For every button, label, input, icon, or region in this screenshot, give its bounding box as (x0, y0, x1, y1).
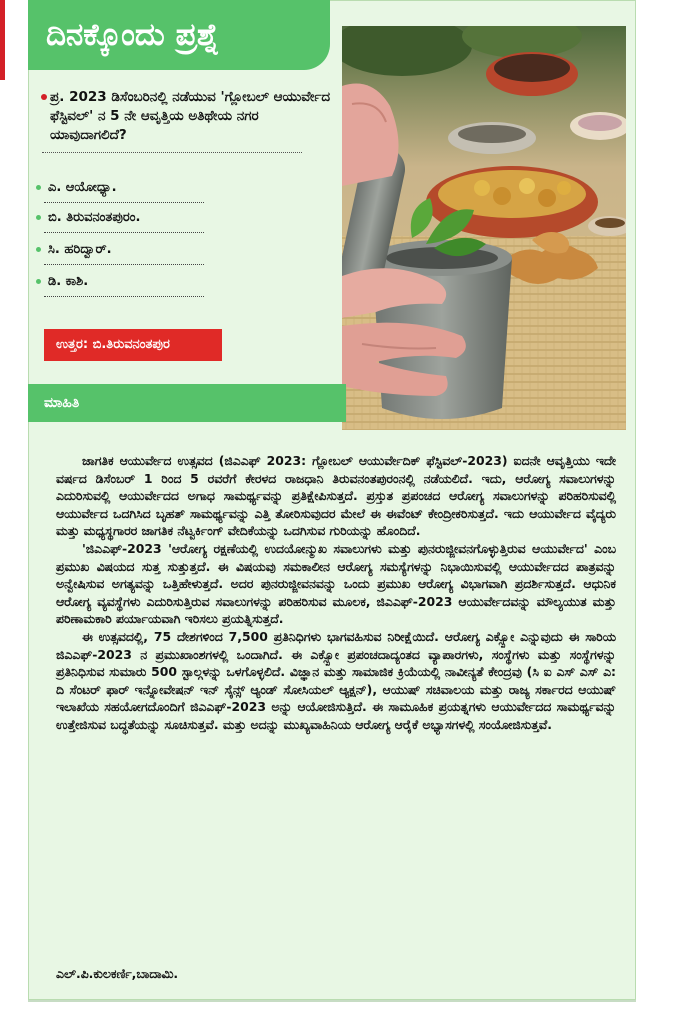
bullet-icon (36, 279, 41, 284)
article-paragraph: ಈ ಉತ್ಸವದಲ್ಲಿ, 75 ದೇಶಗಳಿಂದ 7,500 ಪ್ರತಿನಿಧಿಗಳು ಭಾಗವಹಿಸುವ ನಿರೀಕ್ಷೆಯಿದೆ. ಆರೋಗ್ಯ ಎಕ್ಸ್ಪೋ ಎನ್ನುವುದು ಈ ಸಾರಿಯ ಜಿಎಎಫ್-2023 ನ ಪ್ರಮುಖಾಂಶಗಳಲ್ಲಿ ಒಂದಾಗಿದೆ. ಈ ಎಕ್ಸ್ಪೋ ಪ್ರಪಂಚದಾದ್ಯಂತದ ವ್ಯಾಪಾರಗಳು, ಸಂಸ್ಥೆಗಳು ಮತ್ತು ಸಂಸ್ಥೆಗಳನ್ನು ಪ್ರತಿನಿಧಿಸುವ ಸುಮಾರು 500 ಸ್ಟಾಲ್ಗಳನ್ನು ಒಳಗೊಳ್ಳಲಿದೆ. ವಿಜ್ಞಾನ ಮತ್ತು ಸಾಮಾಜಿಕ ಕ್ರಿಯೆಯಲ್ಲಿ ನಾವೀನ್ಯತೆ ಕೇಂದ್ರವು (ಸಿ ಐ ಎಸ್ ಎಸ್ ಎ: ದಿ ಸೆಂಟರ್ ಫಾರ್ ಇನ್ನೋವೇಷನ್ ಇನ್ ಸೈನ್ಸ್ ಆ್ಯಂಡ್ ಸೋಸಿಯಲ್ ಆ್ಯಕ್ಷನ್), ಆಯುಷ್ ಸಚಿವಾಲಯ ಮತ್ತು ರಾಜ್ಯ ಸರ್ಕಾರದ ಆಯುಷ್ ಇಲಾಖೆಯ ಸಹಯೋಗದೊಂದಿಗೆ ಜಿಎಎಫ್-2023 ಅನ್ನು ಆಯೋಜಿಸುತ್ತಿದೆ. ಈ ಸಾಮೂಹಿಕ ಪ್ರಯತ್ನಗಳು ಆಯುರ್ವೇದದ ಸಾಮರ್ಥ್ಯವನ್ನು ಉತ್ತೇಜಿಸುವ ಬದ್ಧತೆಯನ್ನು ಸೂಚಿಸುತ್ತವೆ. ಮತ್ತು ಅದನ್ನು ಮುಖ್ಯವಾಹಿನಿಯ ಆರೋಗ್ಯ ಆರೈಕೆ ಅಭ್ಯಾಸಗಳಲ್ಲಿ ಸಂಯೋಜಿಸುತ್ತವೆ. (56, 628, 616, 732)
option-label: ಡಿ. ಕಾಶಿ. (48, 274, 89, 289)
question-bullet-icon (41, 94, 47, 100)
ayurveda-photo (342, 26, 626, 430)
quiz-question (50, 88, 338, 145)
question-divider (42, 152, 302, 153)
author-byline: ಎಲ್.ಪಿ.ಕುಲಕರ್ಣಿ,ಬಾದಾಮಿ. (56, 966, 179, 981)
section-label: ಮಾಹಿತಿ (44, 395, 80, 411)
article-paragraph: ಜಾಗತಿಕ ಆಯುರ್ವೇದ ಉತ್ಸವದ (ಜಿಎಎಫ್ 2023: ಗ್ಲೋಬಲ್ ಆಯುರ್ವೇದಿಕ್ ಫೆಸ್ಟಿವಲ್-2023) ಐದನೇ ಆವೃತ್ತಿಯು ಇದೇ ವರ್ಷದ ಡಿಸೆಂಬರ್ 1 ರಿಂದ 5 ರವರೆಗೆ ಕೇರಳದ ರಾಜಧಾನಿ ತಿರುವನಂತಪುರಂನಲ್ಲಿ ನಡೆಯಲಿದೆ. ಇದು, ಆರೋಗ್ಯ ಸವಾಲುಗಳನ್ನು ಎದುರಿಸುವಲ್ಲಿ ಆಯುರ್ವೇದದ ಅಗಾಧ ಸಾಮರ್ಥ್ಯವನ್ನು ಪ್ರತಿಕ್ಷೇಪಿಸುತ್ತದೆ. ಪ್ರಸ್ತುತ ಪ್ರಪಂಚದ ಆರೋಗ್ಯ ಸವಾಲುಗಳನ್ನು ಪರಿಹರಿಸುವಲ್ಲಿ ಆಯುರ್ವೇದ ಒದಗಿಸಿದ ಬೃಹತ್ ಸಾಮರ್ಥ್ಯವನ್ನು ಎತ್ತಿ ತೋರಿಸುವುದರ ಮೇಲೆ ಈ ಈವೆಂಟ್ ಕೇಂದ್ರೀಕರಿಸುತ್ತದೆ. ಇದು ಆಯುರ್ವೇದ ವೈದ್ಯರು ಮತ್ತು ಮಧ್ಯಸ್ಥಗಾರರ ಜಾಗತಿಕ ನೆಟ್ವರ್ಕಿಂಗ್ ವೇದಿಕೆಯನ್ನು ಒದಗಿಸುವ ಗುರಿಯನ್ನು ಹೊಂದಿದೆ. (56, 453, 616, 539)
article-body (56, 452, 616, 734)
answer-box: ಉತ್ತರ: ಬಿ.ತಿರುವನಂತಪುರ (44, 329, 222, 361)
option-divider (44, 296, 204, 297)
option-label: ಸಿ. ಹರಿದ್ವಾರ್. (48, 242, 112, 257)
edge-accent-bar (0, 0, 5, 80)
question-text: ಪ್ರ. 2023 ಡಿಸೆಂಬರಿನಲ್ಲಿ ನಡೆಯುವ 'ಗ್ಲೋಬಲ್ ಆಯುರ್ವೇದ ಫೆಸ್ಟಿವಲ್' ನ 5 ನೇ ಆವೃತ್ತಿಯ ಅತಿಥೇಯ ನಗರ ಯಾವುದಾಗಲಿದೆ? (50, 89, 331, 143)
option-d (48, 272, 208, 292)
section-header (28, 384, 346, 422)
page-title: ದಿನಕ್ಕೊಂದು ಪ್ರಶ್ನೆ (28, 0, 330, 70)
option-divider (44, 202, 204, 203)
bullet-icon (36, 185, 41, 190)
page-bottom-edge (28, 1000, 636, 1014)
bullet-icon (36, 247, 41, 252)
option-divider (44, 232, 204, 233)
bullet-icon (36, 215, 41, 220)
option-label: ಎ. ಆಯೋಧ್ಯಾ. (48, 180, 117, 195)
option-label: ಬಿ. ತಿರುವನಂತಪುರಂ. (48, 210, 141, 225)
option-b (48, 208, 208, 228)
option-divider (44, 264, 204, 265)
option-c (48, 240, 208, 260)
article-paragraph: 'ಜಿಎಎಫ್-2023 'ಆರೋಗ್ಯ ರಕ್ಷಣೆಯಲ್ಲಿ ಉದಯೋನ್ಮುಖ ಸವಾಲುಗಳು ಮತ್ತು ಪುನರುಜ್ಜೀವನಗೊಳ್ಳುತ್ತಿರುವ ಆಯುರ್ವೇದ' ಎಂಬ ಪ್ರಮುಖ ವಿಷಯದ ಸುತ್ತ ಸುತ್ತುತ್ತದೆ. ಈ ವಿಷಯವು ಸಮಕಾಲೀನ ಆರೋಗ್ಯ ಸಮಸ್ಯೆಗಳನ್ನು ನಿಭಾಯಿಸುವಲ್ಲಿ ಆಯುರ್ವೇದದ ಪಾತ್ರವನ್ನು ಅನ್ವೇಷಿಸುವ ಅಗತ್ಯವನ್ನು ಒತ್ತಿಹೇಳುತ್ತದೆ. ಅದರ ಪುನರುಜ್ಜೀವನವನ್ನು ಒಂದು ಪ್ರಮುಖ ಆರೋಗ್ಯ ವಿಭಾಗವಾಗಿ ಪ್ರದರ್ಶಿಸುತ್ತದೆ. ಆಧುನಿಕ ಆರೋಗ್ಯ ವ್ಯವಸ್ಥೆಗಳು ಎದುರಿಸುತ್ತಿರುವ ಸವಾಲುಗಳನ್ನು ಪರಿಹರಿಸುವ ಮೂಲಕ, ಜಿಎಎಫ್-2023 ಆಯುರ್ವೇದವನ್ನು ಮೌಲ್ಯಯುತ ಮತ್ತು ಪರಿಣಾಮಕಾರಿ ಪರ್ಯಾಯವಾಗಿ ಇರಿಸಲು ಪ್ರಯತ್ನಿಸುತ್ತದೆ. (56, 540, 616, 627)
option-a (48, 178, 208, 198)
